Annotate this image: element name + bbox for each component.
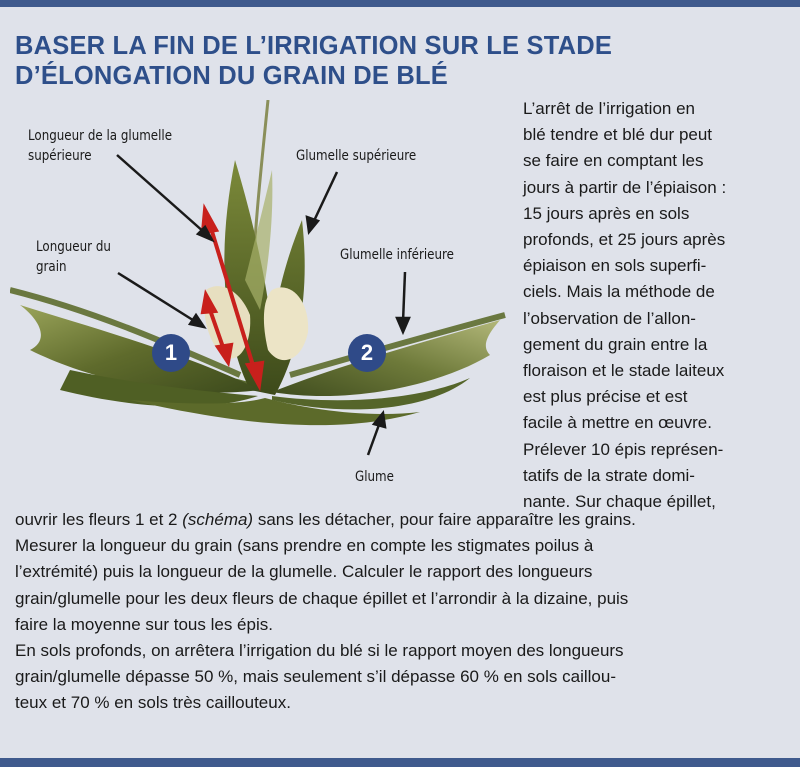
title-line-2: D’ÉLONGATION DU GRAIN DE BLÉ (15, 62, 448, 90)
top-rule (0, 0, 800, 7)
label-glume: Glume (355, 469, 394, 485)
body-line-1b: sans les détacher, pour faire apparaître les grains. (253, 510, 636, 529)
body-line: gement du grain entre la (523, 334, 708, 354)
body-line: facile à mettre en œuvre. (523, 413, 712, 433)
body-line: Mesurer la longueur du grain (sans prendre en compte les stigmates poilus à (15, 536, 594, 556)
body-line: tatifs de la strate domi- (523, 465, 695, 485)
body-line-1a: ouvrir les fleurs 1 et 2 (15, 510, 183, 529)
body-line: l’extrémité) puis la longueur de la glumelle. Calculer le rapport des longueurs (15, 562, 593, 582)
label-longueur-glumelle (28, 126, 172, 166)
body-line: nante. Sur chaque épillet, (523, 492, 716, 512)
flower-2-marker: 2 (348, 334, 386, 372)
body-line: 15 jours après en sols (523, 203, 690, 223)
bottom-rule (0, 758, 800, 767)
label-longueur-grain-line-2: grain (36, 259, 67, 275)
body-line: est plus précise et est (523, 387, 688, 407)
body-line: L’arrêt de l’irrigation en (523, 99, 695, 118)
flower-1-marker: 1 (152, 334, 190, 372)
body-line: jours à partir de l’épiaison : (523, 177, 727, 197)
body-line: profonds, et 25 jours après (523, 230, 726, 250)
body-line: floraison et le stade laiteux (523, 361, 725, 381)
body-text-full (15, 507, 636, 717)
label-longueur-glumelle-line-1: Longueur de la glumelle (28, 128, 173, 144)
body-line: teux et 70 % en sols très caillouteux. (15, 693, 291, 713)
body-line: grain/glumelle dépasse 50 %, mais seulement s’il dépasse 60 % en sols caillou- (15, 667, 616, 687)
body-line: faire la moyenne sur tous les épis. (15, 614, 273, 634)
label-glumelle-superieure: Glumelle supérieure (296, 148, 417, 164)
body-line: En sols profonds, on arrêtera l’irrigation du blé si le rapport moyen des longueurs (15, 641, 624, 661)
label-glumelle-inferieure: Glumelle inférieure (340, 247, 454, 263)
body-line: ciels. Mais la méthode de (523, 282, 715, 302)
schema-reference: (schéma) (182, 510, 254, 529)
label-longueur-glumelle-line-2: supérieure (28, 148, 92, 164)
body-line: Prélever 10 épis représen- (523, 439, 724, 459)
label-longueur-grain-line-1: Longueur du (36, 239, 111, 255)
body-line: se faire en comptant les (523, 151, 704, 171)
page-title (15, 31, 612, 91)
label-longueur-grain (36, 237, 111, 277)
body-line: grain/glumelle pour les deux fleurs de chaque épillet et l’arrondir à la dizaine, puis (15, 588, 629, 608)
body-text-column (523, 96, 726, 515)
body-line (15, 507, 636, 533)
body-line: l’observation de l’allon- (523, 308, 696, 328)
body-line: blé tendre et blé dur peut (523, 125, 713, 145)
body-line: épiaison en sols superfi- (523, 256, 707, 276)
title-line-1: BASER LA FIN DE L’IRRIGATION SUR LE STADE (15, 32, 613, 60)
